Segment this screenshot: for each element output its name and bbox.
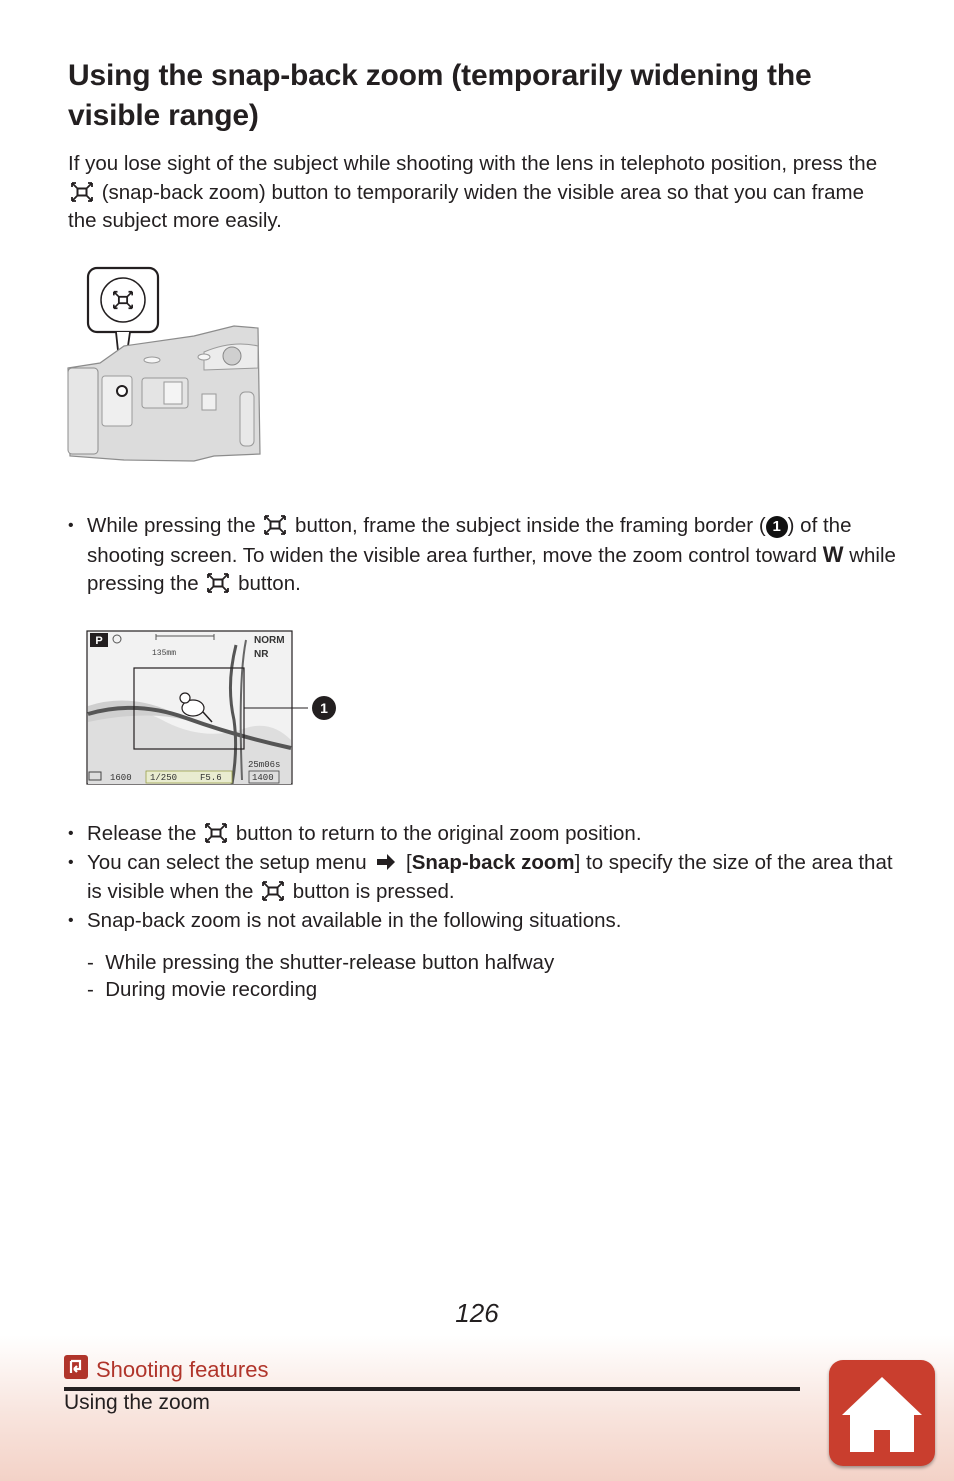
snap-back-zoom-icon <box>70 181 94 203</box>
shooting-mode: P <box>95 635 103 647</box>
menu-item-name: Snap-back zoom <box>411 851 575 874</box>
snap-back-zoom-icon <box>204 822 228 844</box>
wide-zoom-symbol: W <box>822 541 844 567</box>
bullet-item: • While pressing the button, frame the subject inside the framing border ( 1 ) of the shooting screen. To widen the visible area further, move the zoom control toward W while pressing the button. <box>68 514 896 596</box>
snap-back-zoom-icon <box>263 514 287 536</box>
aperture: F5.6 <box>200 773 222 783</box>
page-heading: Using the snap-back zoom (temporarily widening the visible range) <box>68 59 812 132</box>
section-link[interactable]: Shooting features <box>64 1355 268 1383</box>
snap-back-button-detail <box>101 278 145 322</box>
sub-list-item: - While pressing the shutter-release button halfway <box>87 951 555 974</box>
callout-number-1: 1 <box>320 700 328 716</box>
callout-number-1: 1 <box>766 516 788 538</box>
intro-paragraph: If you lose sight of the subject while shooting with the lens in telephoto position, press the (snap-back zoom) button to temporarily widen the visible area so that you can frame the subject more easily. <box>68 152 878 233</box>
sub-list-item: - During movie recording <box>87 978 318 1001</box>
snap-back-zoom-icon <box>206 572 230 594</box>
snap-back-zoom-icon <box>261 880 285 902</box>
focal-length: 135mm <box>152 649 177 658</box>
remaining-time: 25m06s <box>248 760 281 770</box>
shots-remaining: 1400 <box>252 773 274 783</box>
subsection-link[interactable]: Using the zoom <box>64 1391 210 1414</box>
arrow-right-icon <box>374 851 398 873</box>
camera-illustration <box>64 264 264 466</box>
image-quality: NORM <box>254 635 285 646</box>
shooting-screen-illustration <box>86 630 342 786</box>
noise-reduction-indicator: NR <box>254 649 269 660</box>
home-icon <box>829 1360 935 1466</box>
return-arrow-icon <box>64 1355 88 1379</box>
home-button[interactable] <box>829 1360 935 1466</box>
shutter-speed: 1/250 <box>150 773 178 783</box>
bullet-item: • You can select the setup menu [Snap-back zoom] to specify the size of the area that is visible when the button is pressed. <box>68 851 893 903</box>
bullet-item: • Snap-back zoom is not available in the following situations. <box>68 909 622 932</box>
iso-value: 1600 <box>110 773 132 783</box>
bullet-item: • Release the button to return to the original zoom position. <box>68 822 642 845</box>
page-number: 126 <box>455 1298 499 1328</box>
